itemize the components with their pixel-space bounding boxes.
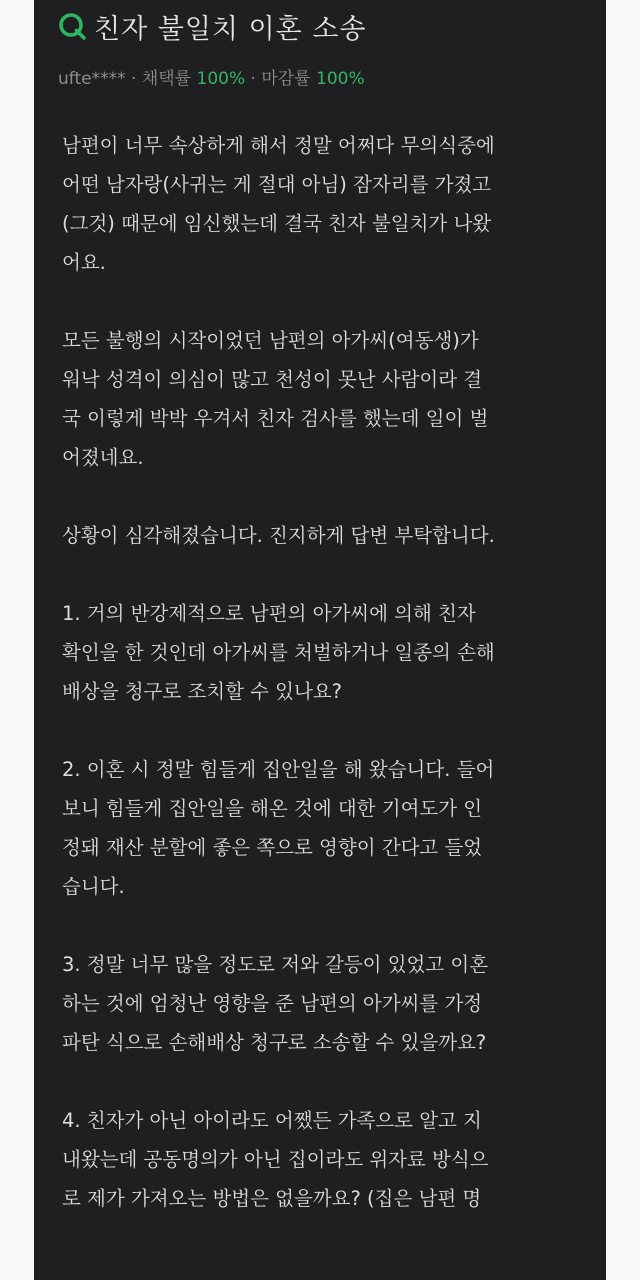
left-margin bbox=[0, 0, 34, 1280]
author-meta bbox=[58, 64, 365, 89]
q-icon bbox=[58, 6, 88, 46]
adopt-rate-label: 채택률 bbox=[141, 69, 192, 89]
question-body bbox=[62, 126, 602, 1257]
close-rate-value: 100% bbox=[316, 69, 365, 89]
body-paragraph: 2. 이혼 시 정말 힘들게 집안일을 해 왔습니다. 들어 보니 힘들게 집안일을 해온 것에 대한 기여도가 인 정돼 재산 분할에 좋은 쪽으로 영향이 간다고 들었 습니다. bbox=[62, 758, 495, 898]
question-card bbox=[34, 0, 606, 1280]
body-paragraph: 4. 친자가 아닌 아이라도 어쨌든 가족으로 알고 지 내왔는데 공동명의가 아닌 집이라도 위자료 방식으 로 제가 가져오는 방법은 없을까요? (집은 남편 명 bbox=[62, 1109, 489, 1210]
meta-separator: · bbox=[125, 69, 142, 89]
right-margin bbox=[606, 0, 640, 1280]
author-id: ufte**** bbox=[58, 69, 126, 89]
body-paragraph: 3. 정말 너무 많을 정도로 저와 갈등이 있었고 이혼 하는 것에 엄청난 영향을 준 남편의 아가씨를 가정 파탄 식으로 손해배상 청구로 소송할 수 있을까요? bbox=[62, 953, 489, 1054]
body-paragraph: 남편이 너무 속상하게 해서 정말 어쩌다 무의식중에 어떤 남자랑(사귀는 게 절대 아님) 잠자리를 가졌고 (그것) 때문에 임신했는데 결국 친자 불일치가 나왔 어요. bbox=[62, 134, 495, 274]
body-paragraph: 모든 불행의 시작이었던 남편의 아가씨(여동생)가 워낙 성격이 의심이 많고 천성이 못난 사람이라 결 국 이렇게 박박 우겨서 친자 검사를 했는데 일이 벌 어졌네요. bbox=[62, 329, 489, 469]
adopt-rate-value: 100% bbox=[196, 69, 246, 89]
question-title: 친자 불일치 이혼 소송 bbox=[94, 13, 367, 45]
meta-separator: · bbox=[245, 69, 262, 89]
close-rate-label: 마감률 bbox=[261, 69, 311, 89]
question-header bbox=[58, 6, 367, 46]
body-paragraph: 1. 거의 반강제적으로 남편의 아가씨에 의해 친자 확인을 한 것인데 아가씨를 처벌하거나 일종의 손해 배상을 청구로 조치할 수 있나요? bbox=[62, 602, 495, 703]
body-paragraph: 상황이 심각해졌습니다. 진지하게 답변 부탁합니다. bbox=[62, 524, 495, 547]
